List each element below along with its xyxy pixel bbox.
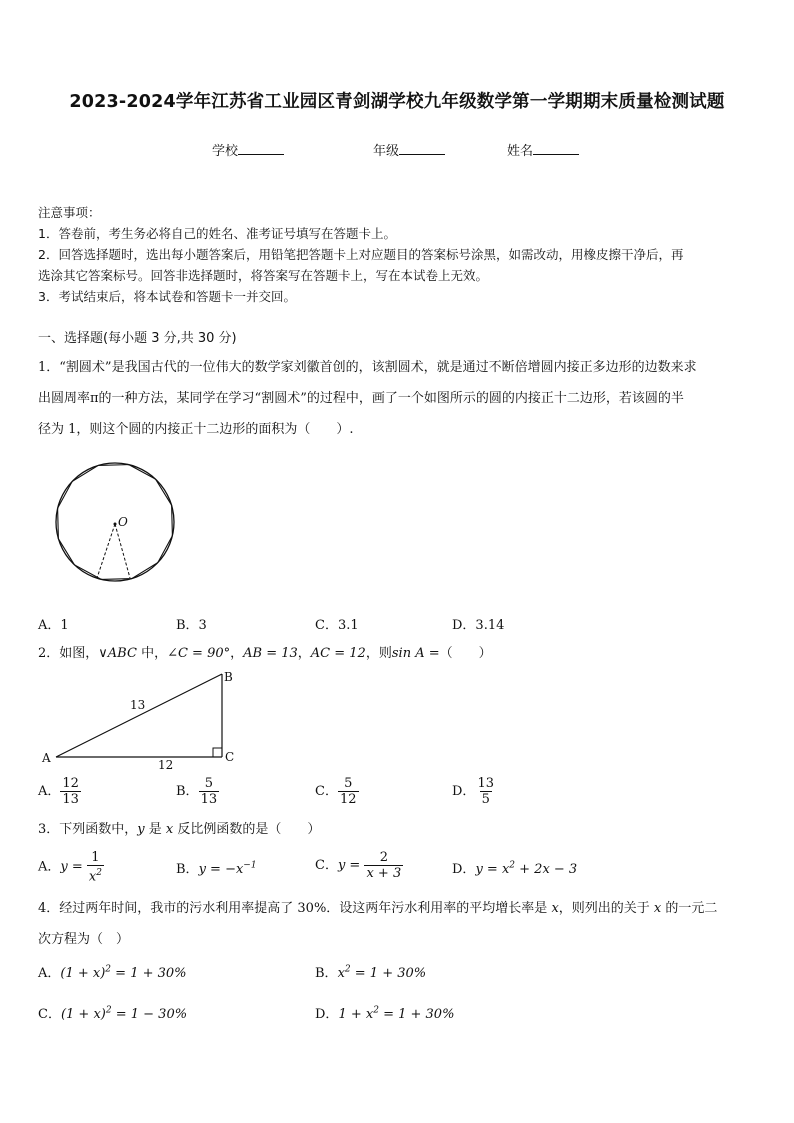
denominator-base: x (88, 869, 97, 885)
q4-text: 4．经过两年时间，我市的污水利用率提高了 30%．设这两年污水利用率的平均增长率是 (38, 901, 552, 916)
q3-suffix: 反比例函数的是（ ） (173, 822, 321, 837)
exponent: 2 (344, 964, 351, 975)
exponent: 2 (105, 1005, 112, 1016)
option-letter: D． (452, 862, 476, 877)
right-angle-mark (213, 748, 222, 757)
q2-bracket: （ ） (439, 646, 492, 661)
exponent: 2 (105, 964, 112, 975)
q3-var-x: x (165, 822, 174, 837)
option-letter: B． (176, 784, 199, 799)
q4-option-c (38, 1003, 187, 1022)
q4-text: ，则列出的关于 (558, 901, 654, 916)
option-base: (1 + x) (60, 1007, 106, 1022)
center-label: O (118, 515, 128, 529)
q3-var-y: y (137, 822, 145, 837)
q2-condition-ab: AB = 13 (243, 646, 298, 661)
notes-block (38, 202, 758, 307)
denominator: 5 (481, 792, 490, 807)
option-fraction (364, 850, 403, 881)
option-fraction (87, 850, 104, 884)
option-letter: B． (176, 862, 199, 877)
note-item: 选涂其它答案标号。回答非选择题时，将答案写在答题卡上，写在本试卷上无效。 (38, 268, 489, 283)
inscribed-dodecagon (58, 465, 173, 580)
numerator: 5 (204, 776, 213, 791)
section-header: 一、选择题(每小题 3 分,共 30 分) (38, 331, 237, 346)
option-fraction (475, 776, 496, 807)
name-field (507, 140, 579, 159)
denominator: 12 (339, 792, 357, 807)
option-rhs: = 1 + 30% (378, 1007, 455, 1022)
question-line: 次方程为（ ） (38, 932, 130, 947)
question-3-text (38, 820, 320, 840)
q2-then: ，则 (365, 646, 392, 661)
numerator: 1 (91, 850, 100, 865)
q1-option-a: A．1 (38, 618, 69, 633)
vertex-c-label: C (225, 750, 235, 764)
q4-var-x: x (551, 901, 559, 916)
question-line: 1．“割圆术”是我国古代的一位伟大的数学家刘徽首创的，该割圆术，就是通过不断倍增圆内接正多边形的边数来求 (38, 360, 697, 375)
question-2-text (38, 644, 492, 664)
name-label: 姓名 (507, 144, 534, 159)
q3-mid: 是 (144, 822, 166, 837)
side-ab (56, 674, 222, 757)
option-rhs: = 1 + 30% (350, 966, 427, 981)
option-rhs: = 1 + 30% (111, 966, 187, 981)
exponent: 2 (96, 868, 102, 878)
q2-mid: 中， (136, 646, 168, 661)
q2-condition-angle: ∠C = 90° (167, 646, 231, 661)
denominator (87, 865, 104, 884)
option-expression: y = x (475, 862, 510, 877)
base-length: 12 (158, 758, 174, 772)
note-item: 1．答卷前，考生务必将自己的姓名、准考证号填写在答题卡上。 (38, 226, 396, 241)
exponent: 2 (509, 860, 516, 871)
question-4-text (38, 893, 717, 955)
q3-option-a (38, 850, 104, 884)
q2-option-c (315, 776, 359, 807)
option-lhs: y = (337, 858, 361, 873)
q4-option-d (315, 1003, 454, 1022)
q4-option-a (38, 962, 187, 981)
q2-sep: ， (230, 646, 244, 661)
q3-prefix: 3．下列函数中， (38, 822, 138, 837)
option-letter: C． (38, 1007, 61, 1022)
option-base: (1 + x) (60, 966, 106, 981)
option-rhs: = 1 − 30% (111, 1007, 188, 1022)
option-fraction (199, 776, 220, 807)
q1-option-b: B．3 (176, 618, 207, 633)
option-letter: A． (38, 966, 61, 981)
vertex-b-label: B (224, 670, 233, 684)
note-item: 3．考试结束后，将本试卷和答题卡一并交回。 (38, 289, 296, 304)
radius-line-left (97, 524, 115, 578)
q4-option-b (315, 962, 426, 981)
option-letter: B． (315, 966, 338, 981)
option-fraction (338, 776, 359, 807)
school-field (212, 140, 284, 159)
option-fraction (60, 776, 81, 807)
notes-header: 注意事项： (38, 205, 101, 220)
numerator: 13 (477, 776, 494, 791)
q4-var-x: x (653, 901, 662, 916)
option-lhs: y = (60, 859, 83, 875)
triangle-figure (36, 668, 246, 774)
option-letter: A． (38, 784, 61, 799)
option-letter: C． (315, 858, 338, 873)
q2-option-b (176, 776, 219, 807)
center-point (114, 523, 117, 526)
option-letter: C． (315, 784, 338, 799)
q2-condition-ac: AC = 12 (310, 646, 366, 661)
option-base: x (337, 966, 345, 981)
q2-option-d (452, 776, 496, 807)
q2-sep: ， (297, 646, 311, 661)
q4-text: 的一元二 (661, 901, 718, 916)
exponent: 2 (373, 1005, 379, 1016)
q1-option-d: D．3.14 (452, 618, 505, 633)
question-1-text (38, 352, 697, 445)
option-letter: D． (315, 1007, 339, 1022)
note-item: 2．回答选择题时，选出每小题答案后，用铅笔把答题卡上对应题目的答案标号涂黑，如需改动，用橡皮擦干净后，再 (38, 247, 684, 262)
school-label: 学校 (212, 144, 239, 159)
option-expression-tail: + 2x − 3 (515, 862, 578, 877)
grade-blank (399, 142, 445, 155)
question-line: 径为 1，则这个圆的内接正十二边形的面积为（ ）. (38, 422, 354, 437)
q1-option-c: C．3.1 (315, 618, 359, 633)
name-blank (533, 142, 579, 155)
numerator: 5 (344, 776, 353, 791)
exponent: −1 (243, 860, 257, 871)
dodecagon-figure (50, 462, 190, 594)
grade-label: 年级 (373, 144, 400, 159)
page-title: 2023-2024学年江苏省工业园区青剑湖学校九年级数学第一学期期末质量检测试题 (69, 92, 725, 112)
denominator: 13 (62, 792, 79, 807)
option-letter: D． (452, 784, 476, 799)
option-letter: A． (38, 859, 61, 875)
radius-line-right (115, 524, 130, 578)
school-blank (238, 142, 284, 155)
numerator: 12 (62, 776, 79, 791)
vertex-a-label: A (42, 751, 51, 765)
option-expression: y = −x (198, 862, 244, 877)
denominator: x + 3 (366, 866, 402, 881)
q3-option-d (452, 858, 577, 877)
q2-expression: sin A = (391, 646, 440, 661)
grade-field (373, 140, 445, 159)
q2-prefix: 2．如图， (38, 646, 99, 661)
q3-option-b (176, 858, 257, 877)
option-base: 1 + x (338, 1007, 374, 1022)
question-line: 出圆周率π的一种方法，某同学在学习“割圆术”的过程中，画了一个如图所示的圆的内接正十二边形，若该圆的半 (38, 391, 684, 406)
q3-option-c (315, 850, 403, 881)
denominator: 13 (200, 792, 218, 807)
numerator: 2 (379, 850, 388, 865)
hypotenuse-length: 13 (130, 698, 146, 712)
q2-triangle: ∨ABC (98, 646, 137, 661)
question-line (38, 893, 717, 924)
q2-option-a (38, 776, 81, 807)
